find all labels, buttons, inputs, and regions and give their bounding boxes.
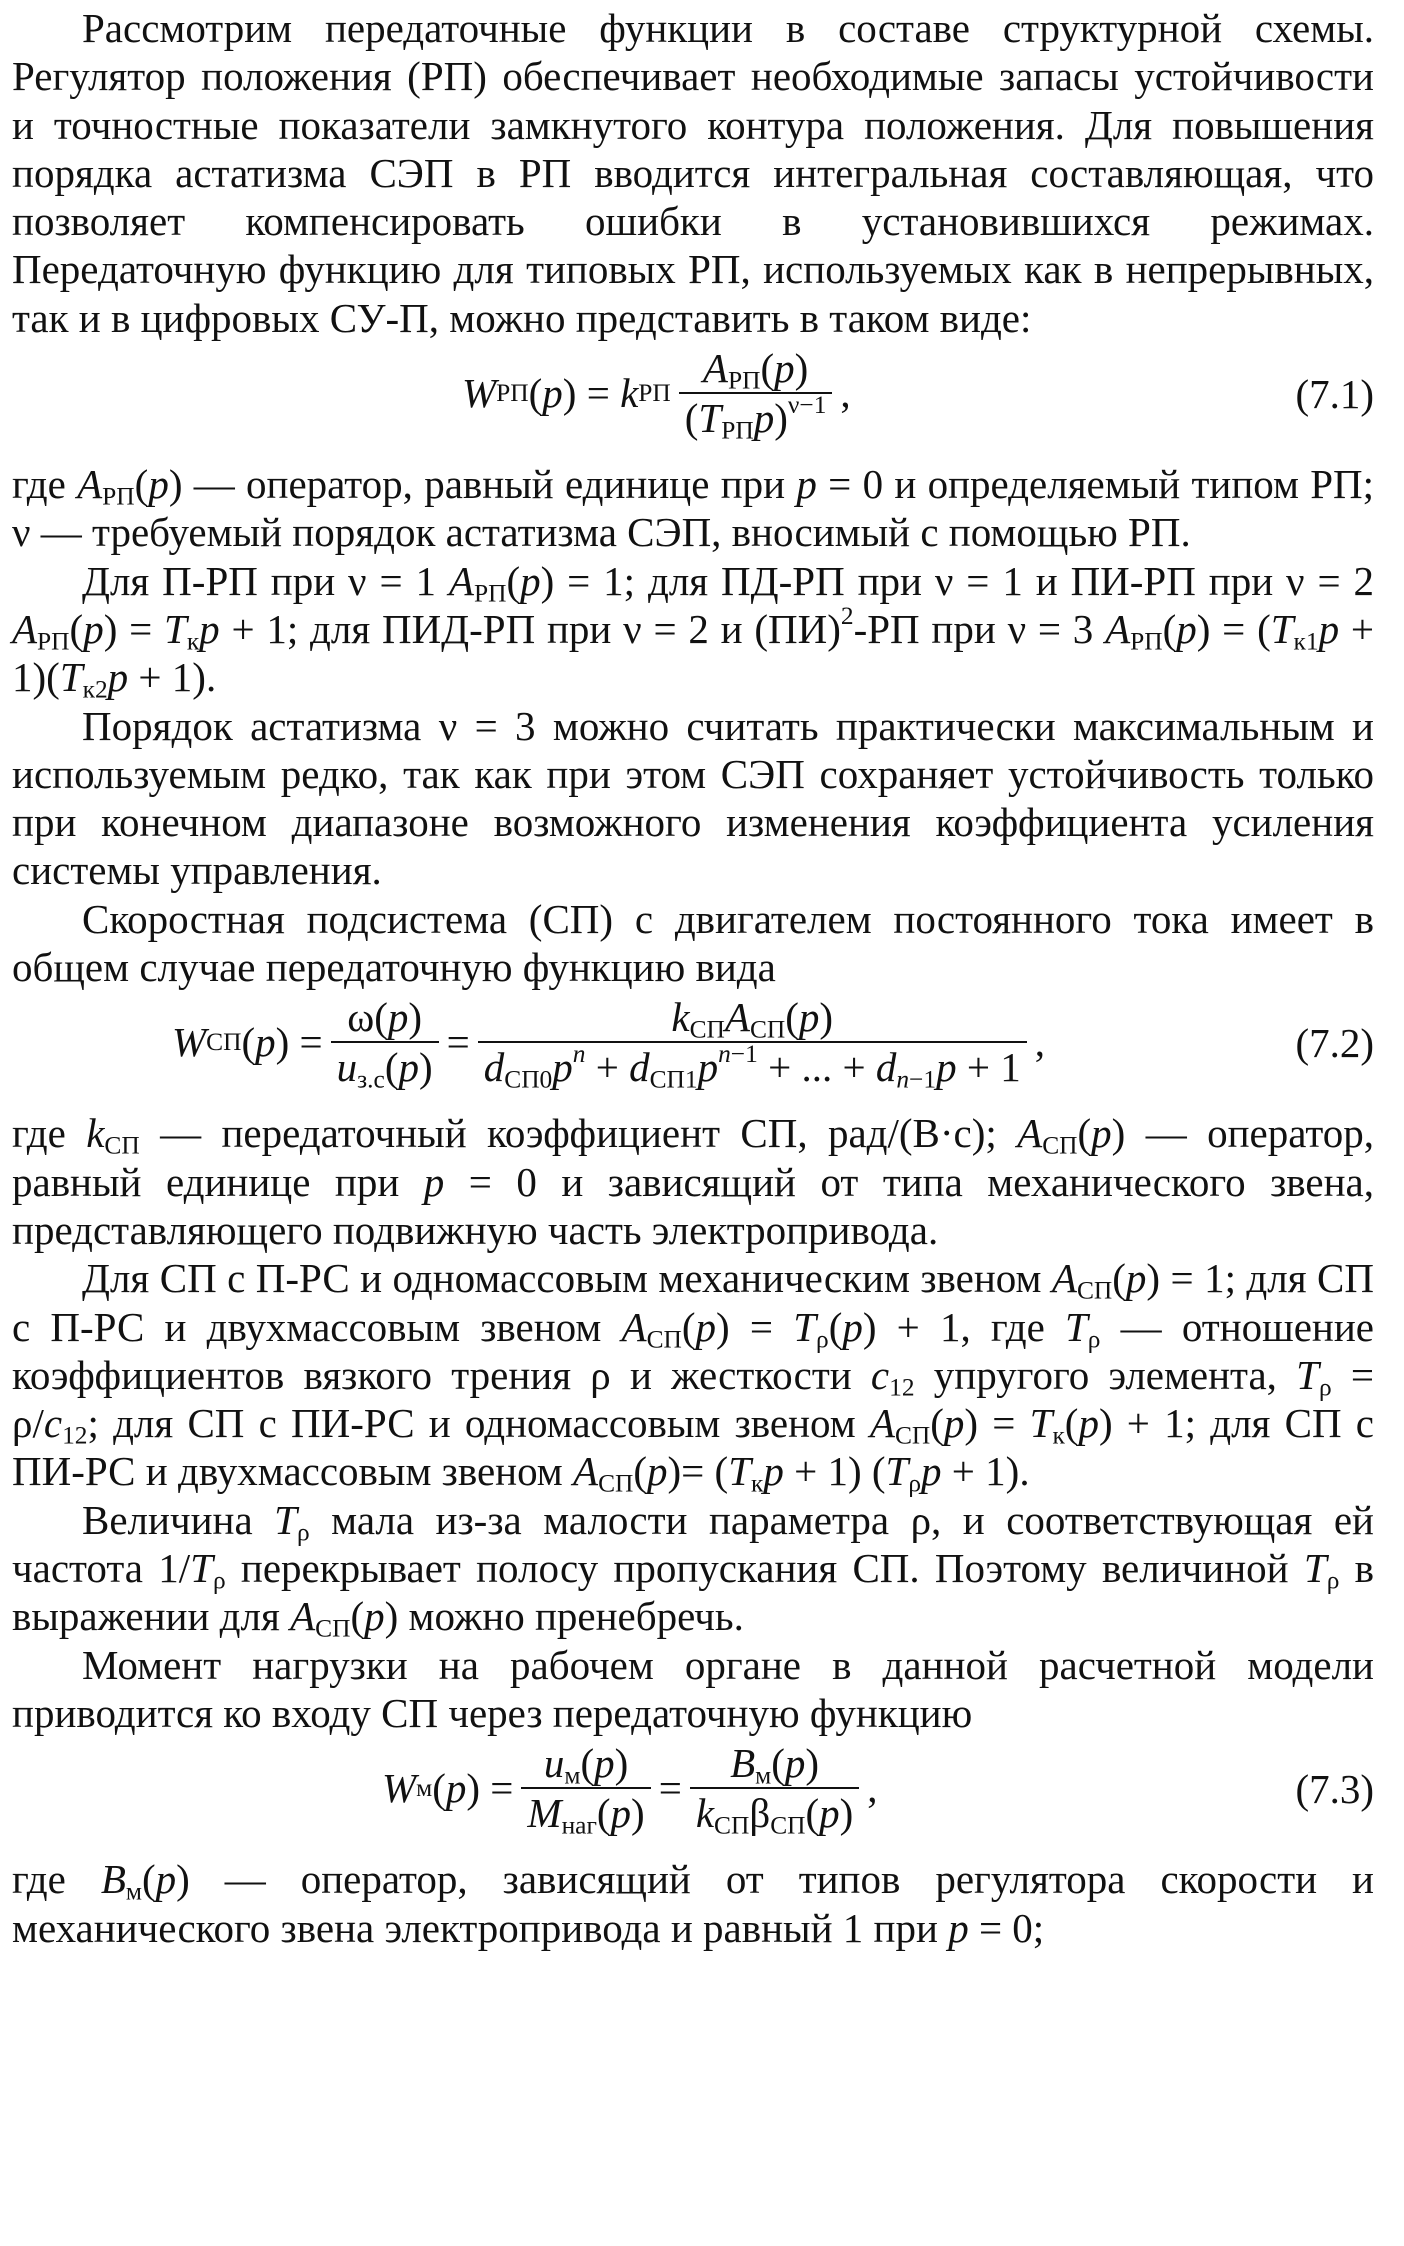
equation-number: (7.2)	[1295, 1020, 1374, 1067]
text-body	[12, 4, 1374, 1952]
equation-7-3	[12, 1737, 1374, 1855]
equation-number: (7.1)	[1295, 371, 1374, 418]
equation-7-1	[12, 342, 1374, 460]
paragraph-where-arp: где $A_{РП}(p)$ — оператор, равный единице при p = 0 и определяемый типом РП; ν — требуемый порядок астатизма СЭП, вносимый с помощью РП.	[12, 461, 1375, 556]
equation-7-3-body: W м ( p ) = $\frac{u_м(p)}{M_{наг}(p)}$ = $\frac{B_м(p)}{k_{СП}\beta_{СП}(p)}$ ,	[382, 1740, 878, 1840]
paragraph-where-ksp: где $k_{СП}$ — передаточный коэффициент СП, рад/(В·с); $A_{СП}(p)$ — оператор, равный единице при p = 0 и зависящий от типа механического звена, представляющего подвижную часть электропривода.	[12, 1110, 1374, 1253]
paragraph-rp-types: Для П-РП при ν = 1 $A_{РП}(p) = 1$; для ПД-РП при ν = 1 и ПИ-РП при ν = 2 $A_{РП}(p) = T_кp + 1$; для ПИД-РП при ν = 2 и (ПИ)$^2$-РП при ν = 3 $A_{РП}(p) = (T_{к1}p + 1)(T_{к2}p + 1)$.	[12, 557, 1374, 704]
equation-7-2	[12, 991, 1374, 1109]
equation-number: (7.3)	[1295, 1766, 1374, 1813]
equation-7-1-body: W РП ( p ) = k РП $\frac{A_{РП}(p)}{(T_{РП}p)^{\nu-1}}$ ,	[462, 345, 851, 445]
paragraph-load-moment: Момент нагрузки на рабочем органе в данной расчетной модели приводится ко входу СП через передаточную функцию	[12, 1641, 1374, 1736]
paragraph-where-bm: где $B_м(p)$ — оператор, зависящий от типов регулятора скорости и механического звена электропривода и равный 1 при p = 0;	[12, 1856, 1374, 1951]
paragraph-astatism-order: Порядок астатизма ν = 3 можно считать практически максимальным и используемым редко, так как при этом СЭП сохраняет устойчивость только при конечном диапазоне возможного изменения коэффициента усиления системы управления.	[12, 702, 1374, 894]
paragraph-sp-types: Для СП с П-РС и одномассовым механическим звеном $A_{СП}(p) = 1$; для СП с П-РС и двухмассовым звеном $A_{СП}(p) = T_\rho(p) + 1$, где $T_\rho$ — отношение коэффициентов вязкого трения ρ и жесткости $c_{12}$ упругого элемента, $T_\rho = \rho/c_{12}$; для СП с ПИ-РС и одномассовым звеном $A_{СП}(p) = T_к(p) + 1$; для СП с ПИ-РС и двухмассовым звеном $A_{СП}(p)= (T_кp + 1) (T_\rho p + 1)$.	[12, 1255, 1374, 1498]
paragraph-t-rho: Величина $T_\rho$ мала из-за малости параметра ρ, и соответствующая ей частота $1/T_\rho$ перекрывает полосу пропускания СП. Поэтому величиной $T_\rho$ в выражении для $A_{СП}(p)$ можно пренебречь.	[12, 1496, 1374, 1643]
equation-7-2-body: W СП ( p ) = $\frac{\omega(p)}{u_{з.с}(p)}$ = $\frac{k_{СП}A_{СП}(p)}{d_{СП0}p^n + d_{СП1}p^{n-1} + ... + d_{n-1}p + 1}$ ,	[172, 994, 1045, 1094]
paragraph-speed-subsystem: Скоростная подсистема (СП) с двигателем постоянного тока имеет в общем случае передаточную функцию вида	[12, 895, 1374, 991]
paragraph-intro: Рассмотрим передаточные функции в составе структурной схемы. Регулятор положения (РП) обеспечивает необходимые запасы устойчивости и точностные показатели замкнутого контура положения. Для повышения порядка астатизма СЭП в РП вводится интегральная составляющая, что позволяет компенсировать ошибки в установившихся режимах. Передаточную функцию для типовых РП, используемых как в непрерывных, так и в цифровых СУ-П, можно представить в таком виде:	[12, 5, 1374, 341]
